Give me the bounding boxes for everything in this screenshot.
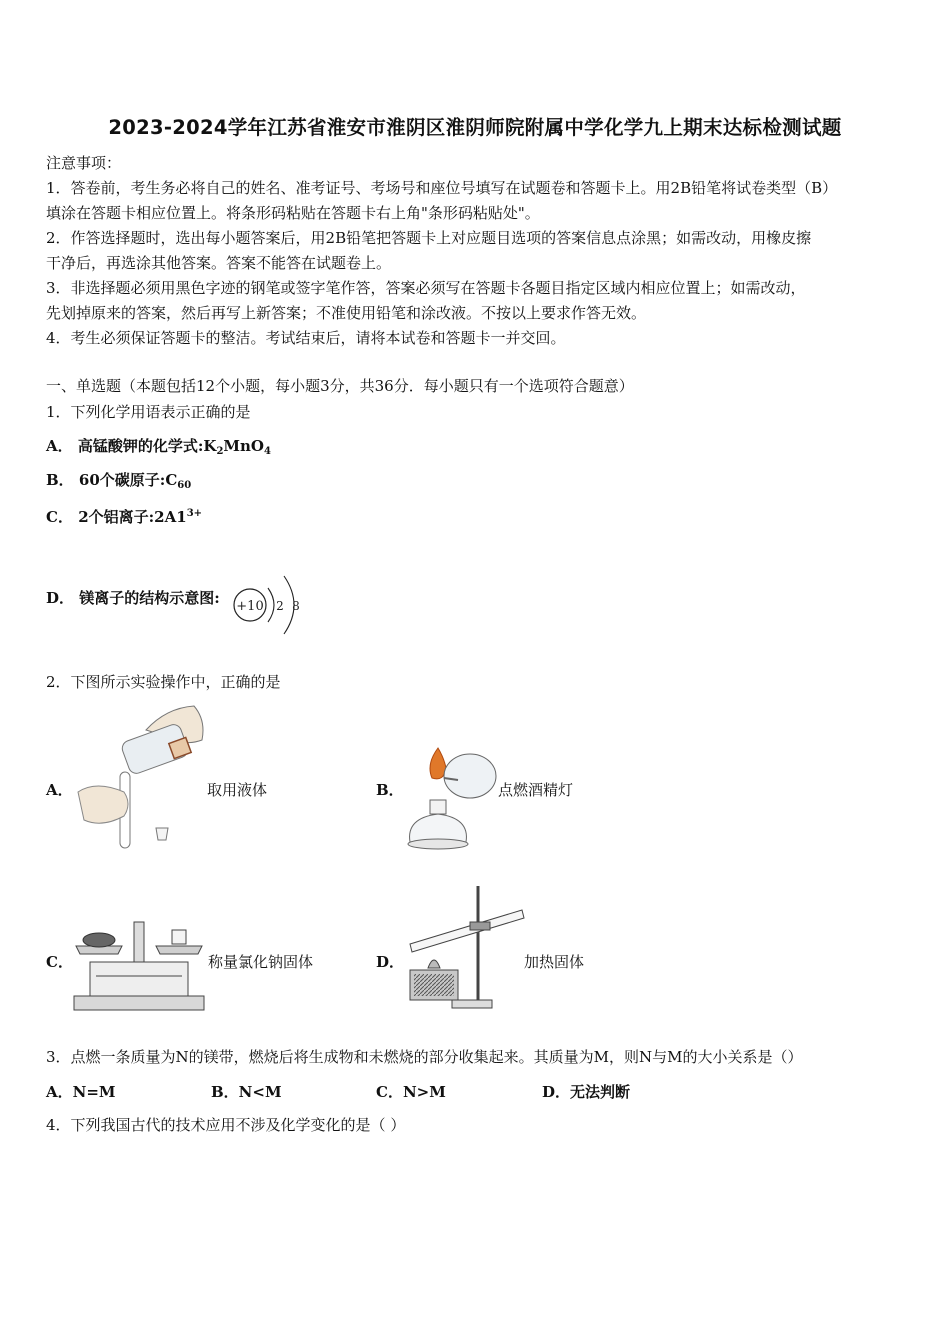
notice-line: 2．作答选择题时，选出每小题答案后，用2B铅笔把答题卡上对应题目选项的答案信息点涂黑；如需改动，用橡皮擦 bbox=[46, 229, 812, 247]
sodium-chloride-pile bbox=[83, 933, 115, 947]
option-text: 镁离子的结构示意图: bbox=[79, 589, 220, 607]
shell-1-electrons: 2 bbox=[276, 599, 284, 613]
subscript: 60 bbox=[177, 480, 192, 491]
notice-heading: 注意事项： bbox=[46, 154, 122, 172]
option-label: C． bbox=[46, 508, 73, 526]
nucleus-charge: +10 bbox=[236, 599, 264, 614]
hand-bottom bbox=[78, 786, 128, 823]
balance-scale-illustration bbox=[72, 918, 208, 1014]
q2-option-b-label: B． bbox=[376, 781, 404, 799]
scale-pillar bbox=[134, 922, 144, 962]
notice-line: 1．答卷前，考生务必将自己的姓名、准考证号、考场号和座位号填写在试题卷和答题卡上。用2B铅笔将试卷类型（B） bbox=[46, 179, 838, 197]
scale-base bbox=[74, 996, 204, 1010]
q1-option-a bbox=[46, 436, 271, 462]
lighting-alcohol-lamp-illustration bbox=[400, 742, 500, 854]
option-text: 高锰酸钾的化学式:K bbox=[77, 437, 217, 455]
pouring-liquid-illustration bbox=[76, 700, 206, 852]
shell-arc-1 bbox=[268, 588, 274, 622]
clamp bbox=[470, 922, 490, 930]
question-2-stem: 2．下图所示实验操作中，正确的是 bbox=[46, 673, 281, 691]
q1-option-b bbox=[46, 470, 191, 496]
tilted-lamp bbox=[444, 754, 496, 798]
lamp-cap bbox=[430, 800, 446, 814]
notice-line: 干净后，再选涂其他答案。答案不能答在试题卷上。 bbox=[46, 254, 392, 272]
option-label: B． bbox=[46, 471, 74, 489]
notice-line: 3．非选择题必须用黑色字迹的钢笔或签字笔作答，答案必须写在答题卡各题目指定区域内相应位置上；如需改动， bbox=[46, 279, 806, 297]
alcohol-lamp-body bbox=[410, 814, 467, 842]
lamp-pattern bbox=[414, 974, 454, 996]
q1-option-c bbox=[46, 504, 202, 527]
question-3-stem: 3．点燃一条质量为N的镁带，燃烧后将生成物和未燃烧的部分收集起来。其质量为M，则N与M的大小关系是（） bbox=[46, 1048, 803, 1066]
q1-option-d bbox=[46, 588, 220, 608]
weight-block bbox=[172, 930, 186, 944]
superscript: 3+ bbox=[186, 508, 203, 519]
option-label: D． bbox=[46, 589, 75, 607]
flame-icon bbox=[428, 960, 440, 968]
option-label: A． bbox=[46, 437, 73, 455]
iron-stand-base bbox=[452, 1000, 492, 1008]
notice-line: 先划掉原来的答案，然后再写上新答案；不准使用铅笔和涂改液。不按以上要求作答无效。 bbox=[46, 304, 647, 322]
page-title: 2023-2024学年江苏省淮安市淮阴区淮阴师院附属中学化学九上期末达标检测试题 bbox=[108, 116, 842, 139]
lamp-base bbox=[408, 839, 468, 849]
option-text: 2个铝离子:2A1 bbox=[78, 508, 187, 526]
heating-solid-illustration bbox=[400, 882, 528, 1012]
q2-option-d-label: D． bbox=[376, 953, 405, 971]
section-heading: 一、单选题（本题包括12个小题，每小题3分，共36分．每小题只有一个选项符合题意） bbox=[46, 377, 634, 395]
subscript: 2 bbox=[216, 446, 224, 457]
right-pan bbox=[156, 946, 202, 954]
q3-option-b: B．N<M bbox=[211, 1083, 282, 1101]
q2-option-b-caption: 点燃酒精灯 bbox=[498, 781, 574, 799]
q2-option-c-caption: 称量氯化钠固体 bbox=[208, 953, 314, 971]
question-1-stem: 1．下列化学用语表示正确的是 bbox=[46, 403, 251, 421]
q2-option-d-caption: 加热固体 bbox=[524, 953, 585, 971]
subscript: 4 bbox=[264, 446, 271, 457]
option-text: 60个碳原子:C bbox=[78, 471, 178, 489]
shell-2-electrons: 8 bbox=[292, 599, 300, 613]
notice-line: 填涂在答题卡相应位置上。将条形码粘贴在答题卡右上角"条形码粘贴处"。 bbox=[46, 204, 540, 222]
q3-option-c: C．N>M bbox=[376, 1083, 446, 1101]
question-4-stem: 4．下列我国古代的技术应用不涉及化学变化的是（ ） bbox=[46, 1116, 406, 1134]
q3-option-d: D．无法判断 bbox=[542, 1083, 631, 1101]
q2-option-c-label: C． bbox=[46, 953, 73, 971]
notice-line: 4．考生必须保证答题卡的整洁。考试结束后，请将本试卷和答题卡一并交回。 bbox=[46, 329, 566, 347]
magnesium-ion-structure-diagram bbox=[228, 566, 308, 646]
option-text-mid: MnO bbox=[223, 437, 264, 455]
q2-option-a-label: A． bbox=[46, 781, 73, 799]
scale-body bbox=[90, 962, 188, 996]
stopper bbox=[156, 828, 168, 840]
test-tube-angled bbox=[410, 910, 524, 952]
q3-option-a: A．N=M bbox=[46, 1083, 116, 1101]
q2-option-a-caption: 取用液体 bbox=[207, 781, 268, 799]
